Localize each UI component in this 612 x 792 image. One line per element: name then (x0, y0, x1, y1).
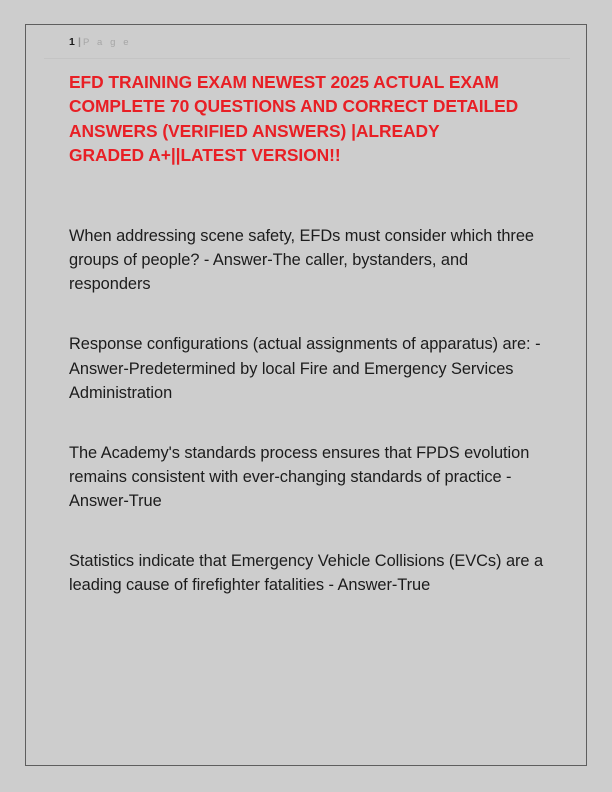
header-page-label: P a g e (83, 37, 132, 48)
page-border-frame (25, 24, 587, 766)
document-title-line-2: COMPLETE 70 QUESTIONS AND CORRECT DETAILED (69, 96, 519, 117)
qa-block: Statistics indicate that Emergency Vehicle Collisions (EVCs) are a leading cause of firefighter fatalities - Answer-True (69, 552, 544, 595)
document-title-line-4: GRADED A+||LATEST VERSION!! (69, 144, 341, 165)
header-divider-rule (44, 58, 570, 59)
qa-block: When addressing scene safety, EFDs must consider which three groups of people? - Answer-The caller, bystanders, and responders (69, 227, 534, 294)
document-title-line-3: ANSWERS (VERIFIED ANSWERS) |ALREADY (69, 120, 440, 141)
running-header (69, 36, 131, 52)
qa-block: The Academy's standards process ensures that FPDS evolution remains consistent with ever-changing standards of practice - Answer-True (69, 443, 530, 510)
header-page-number: 1 (69, 36, 76, 48)
header-separator: | (78, 36, 81, 48)
document-title-line-1: EFD TRAINING EXAM NEWEST 2025 ACTUAL EXAM (69, 72, 499, 92)
document-content (69, 70, 555, 597)
qa-block: Response configurations (actual assignments of apparatus) are: - Answer-Predetermined by local Fire and Emergency Services Administration (69, 335, 541, 402)
qa-block-list (69, 224, 555, 597)
document-title (69, 70, 547, 167)
